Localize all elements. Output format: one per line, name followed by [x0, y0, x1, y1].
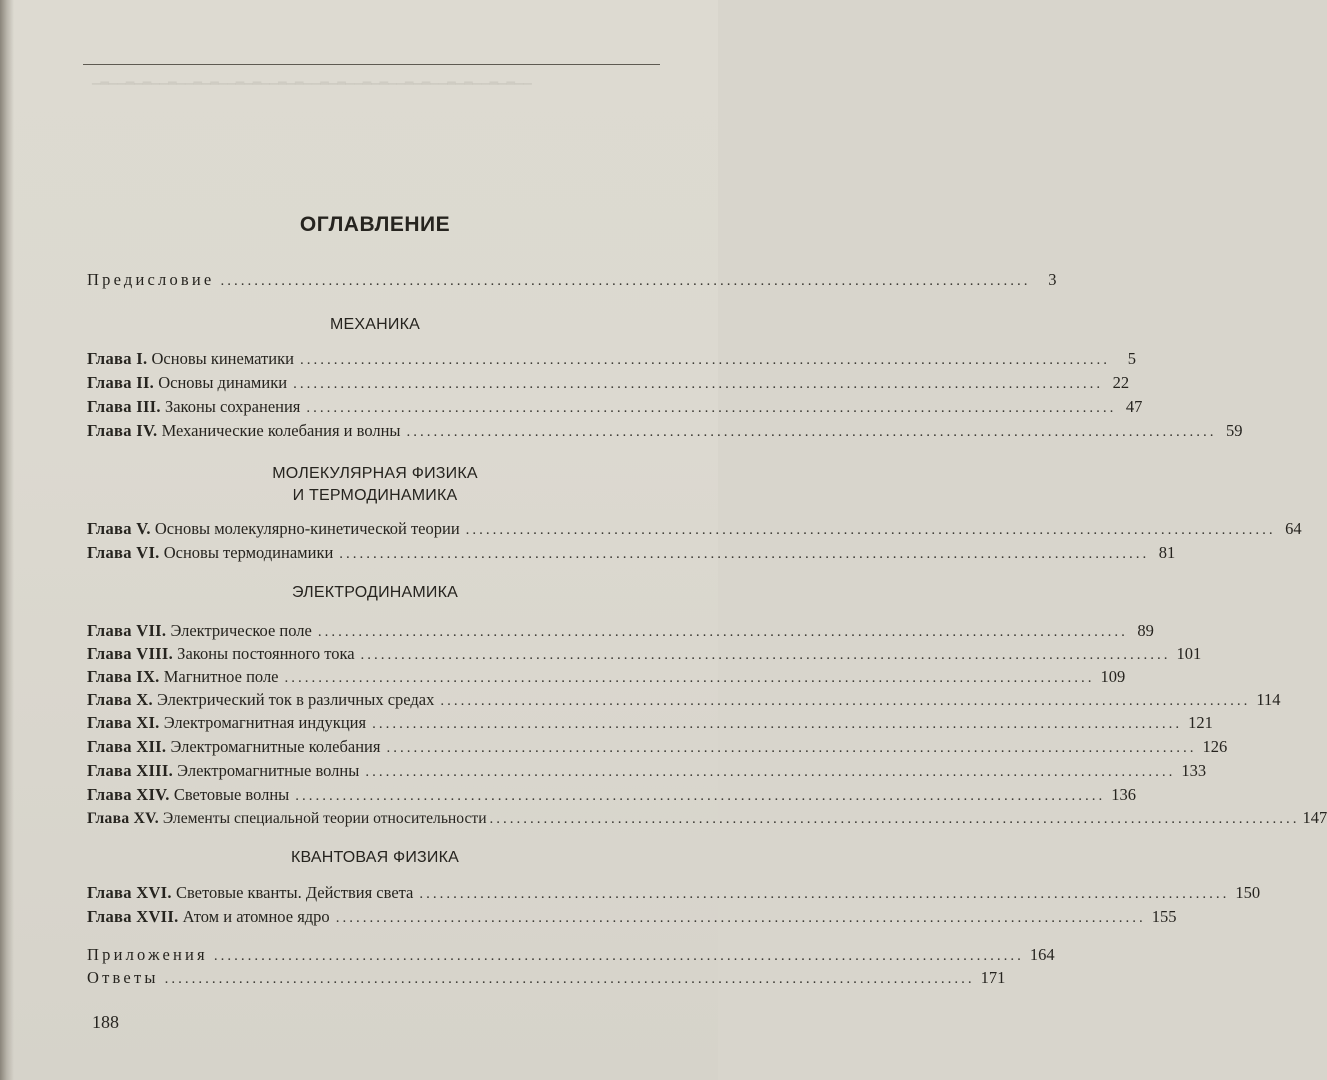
leader-dots: ........................................................................................................................	[317, 624, 1128, 640]
toc-entry	[87, 621, 1154, 645]
leader-dots: ........................................................................................................................	[220, 273, 1031, 289]
entry-page: 133	[1181, 761, 1207, 780]
toc-entry-answers	[87, 968, 1006, 992]
entry-page: 109	[1100, 667, 1126, 686]
toc-entry	[87, 644, 1202, 668]
page-edge-shadow	[0, 0, 14, 1080]
leader-dots: ........................................................................................................................	[213, 948, 1024, 964]
leader-dots: ........................................................................................................................	[360, 647, 1171, 663]
entry-label: Ответы	[87, 968, 159, 987]
chapter-title: Основы молекулярно-кинетической теории	[154, 519, 460, 538]
toc-entry	[87, 808, 1327, 832]
header-rule	[83, 64, 660, 65]
entry-page: 147	[1302, 808, 1327, 827]
leader-dots: ........................................................................................................................	[295, 788, 1106, 804]
entry-page: 126	[1202, 737, 1228, 756]
entry-label: Приложения	[87, 945, 208, 964]
toc-entry	[87, 785, 1137, 809]
chapter-title: Магнитное поле	[163, 667, 279, 686]
entry-page: 81	[1158, 543, 1176, 562]
entry-page: 114	[1256, 690, 1281, 709]
entry-page: 101	[1176, 644, 1202, 663]
chapter-title: Электрическое поле	[170, 621, 312, 640]
chapter-title: Механические колебания и волны	[161, 421, 401, 440]
toc-entry	[87, 907, 1177, 931]
leader-dots: ........................................................................................................................	[335, 910, 1146, 926]
toc-entry	[87, 543, 1176, 567]
entry-page: 64	[1285, 519, 1302, 538]
chapter-number: Глава XII.	[87, 737, 167, 756]
chapter-number: Глава XIII.	[87, 761, 174, 780]
toc-entry	[87, 690, 1281, 714]
leader-dots: ........................................................................................................................	[465, 522, 1276, 538]
entry-page: 89	[1137, 621, 1154, 640]
toc-entry	[87, 883, 1261, 907]
chapter-number: Глава I.	[87, 349, 148, 368]
leader-dots: ........................................................................................................................	[365, 764, 1176, 780]
chapter-title: Световые волны	[173, 785, 290, 804]
chapter-number: Глава VIII.	[87, 644, 174, 663]
chapter-title: Основы термодинамики	[163, 543, 334, 562]
entry-page: 22	[1112, 373, 1130, 392]
chapter-title: Электрический ток в различных средах	[157, 690, 435, 709]
section-heading-line: ЭЛЕКТРОДИНАМИКА	[291, 584, 459, 601]
entry-page: 121	[1188, 713, 1213, 732]
toc-entry	[87, 519, 1302, 543]
entry-label: Предисловие	[87, 270, 215, 289]
leader-dots: ........................................................................................................................	[339, 546, 1150, 562]
chapter-title: Основы динамики	[158, 373, 288, 392]
entry-page: 164	[1029, 945, 1055, 964]
toc-entry-preface	[87, 270, 1057, 294]
chapter-number: Глава IX.	[87, 667, 160, 686]
section-heading-quantum	[0, 849, 750, 867]
leader-dots: ........................................................................................................................	[372, 716, 1183, 732]
toc-entry	[87, 761, 1207, 785]
chapter-title: Элементы специальной теории относительности	[162, 810, 487, 827]
chapter-number: Глава VI.	[87, 543, 160, 562]
chapter-number: Глава IV.	[87, 421, 158, 440]
bleed-through-texture: ▁▂▁▁▂▁▂▁▁▂▁▁▂▁▂▁▁▂▁▂▁▁▂▁▂▁▁▂▁▂▁▁▂▁▂▁▁▂▁▂▁▁▂▁▂▁▁▂▁▂▁▁	[92, 73, 532, 85]
entry-page: 5	[1127, 349, 1136, 368]
entry-page: 47	[1125, 397, 1143, 416]
leader-dots: ........................................................................................................................	[164, 971, 975, 987]
leader-dots: ........................................................................................................................	[419, 886, 1230, 902]
chapter-title: Атом и атомное ядро	[182, 907, 330, 926]
chapter-title: Световые кванты. Действия света	[175, 883, 414, 902]
section-heading-mechanics	[0, 316, 750, 334]
leader-dots: ........................................................................................................................	[284, 670, 1095, 686]
toc-entry	[87, 713, 1213, 737]
toc-entry	[87, 667, 1126, 691]
chapter-number: Глава XVI.	[87, 883, 172, 902]
chapter-number: Глава XIV.	[87, 785, 170, 804]
chapter-number: Глава V.	[87, 519, 151, 538]
toc-entry	[87, 349, 1136, 373]
chapter-number: Глава X.	[87, 690, 153, 709]
chapter-number: Глава XVII.	[87, 907, 179, 926]
toc-entry-appendix	[87, 945, 1055, 969]
leader-dots: ........................................................................................................................	[440, 693, 1251, 709]
leader-dots: ........................................................................................................................	[406, 424, 1217, 440]
section-heading-line: МОЛЕКУЛЯРНАЯ ФИЗИКА	[272, 465, 478, 482]
leader-dots: ........................................................................................................................	[489, 811, 1300, 827]
entry-page: 171	[980, 968, 1006, 987]
chapter-title: Законы постоянного тока	[177, 644, 355, 663]
leader-dots: ........................................................................................................................	[293, 376, 1104, 392]
section-heading-line: И ТЕРМОДИНАМИКА	[292, 487, 458, 504]
section-heading-electrodynamics	[0, 584, 750, 602]
leader-dots: ........................................................................................................................	[299, 352, 1110, 368]
toc-entry	[87, 397, 1143, 421]
entry-page: 150	[1235, 883, 1261, 902]
page-title: ОГЛАВЛЕНИЕ	[299, 213, 451, 236]
entry-page: 155	[1151, 907, 1177, 926]
chapter-number: Глава II.	[87, 373, 155, 392]
section-heading-molecular	[0, 463, 750, 507]
entry-page: 3	[1048, 270, 1057, 289]
toc-entry	[87, 421, 1243, 445]
section-heading-line: КВАНТОВАЯ ФИЗИКА	[290, 849, 460, 866]
page-number: 188	[92, 1012, 119, 1032]
chapter-title: Законы сохранения	[164, 397, 301, 416]
chapter-title: Электромагнитные волны	[177, 761, 360, 780]
section-heading-line: МЕХАНИКА	[330, 316, 420, 333]
toc-entry	[87, 373, 1130, 397]
chapter-title: Основы кинематики	[151, 349, 294, 368]
leader-dots: ........................................................................................................................	[306, 400, 1117, 416]
chapter-number: Глава XI.	[87, 713, 160, 732]
chapter-number: Глава XV.	[87, 810, 159, 827]
chapter-title: Электромагнитная индукция	[163, 713, 367, 732]
chapter-number: Глава III.	[87, 397, 161, 416]
toc-entry	[87, 737, 1228, 761]
entry-page: 136	[1111, 785, 1137, 804]
chapter-title: Электромагнитные колебания	[170, 737, 381, 756]
chapter-number: Глава VII.	[87, 621, 167, 640]
leader-dots: ........................................................................................................................	[386, 740, 1197, 756]
entry-page: 59	[1226, 421, 1243, 440]
